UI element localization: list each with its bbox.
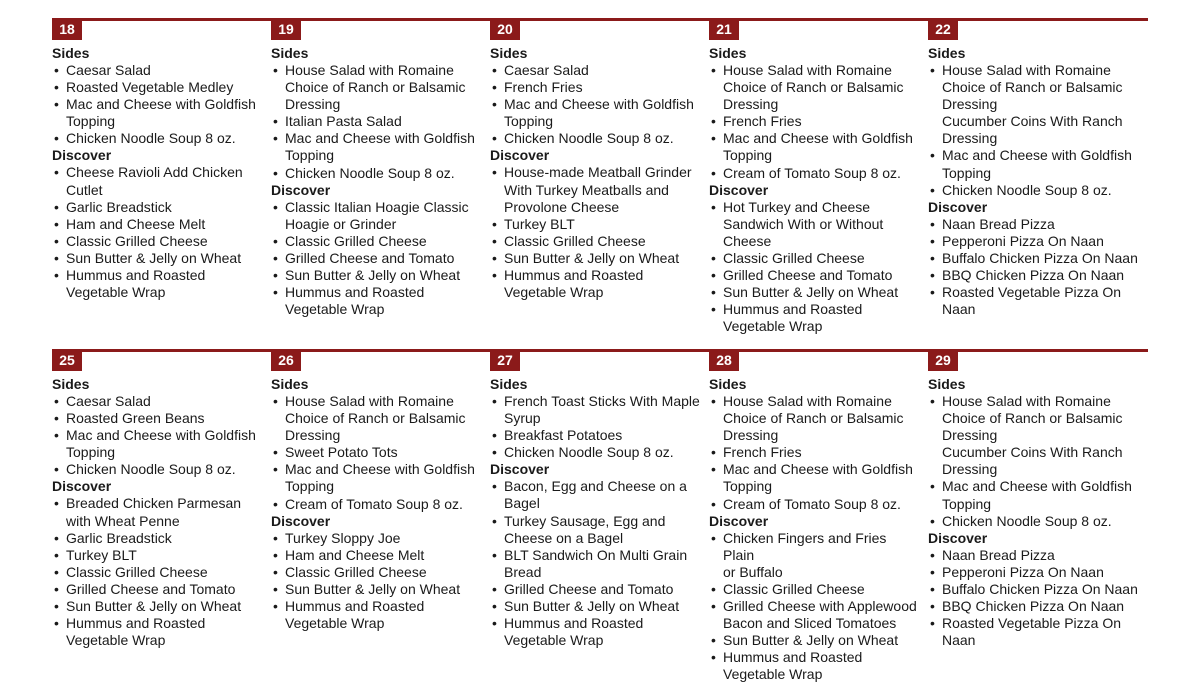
menu-item: • Chicken Noodle Soup 8 oz. <box>52 130 264 147</box>
menu-item: • Sun Butter & Jelly on Wheat <box>490 598 702 615</box>
menu-item: • BBQ Chicken Pizza On Naan <box>928 267 1140 284</box>
menu-item: • Hummus and Roasted Vegetable Wrap <box>271 598 483 632</box>
menu-item: • Mac and Cheese with Goldfish Topping <box>52 427 264 461</box>
discover-heading: Discover <box>490 461 550 478</box>
menu-item: • Chicken Noodle Soup 8 oz. <box>928 182 1140 199</box>
menu-item: • Ham and Cheese Melt <box>52 216 264 233</box>
menu-item: • Grilled Cheese and Tomato <box>271 250 483 267</box>
sides-list <box>490 62 702 147</box>
sides-heading: Sides <box>709 376 747 392</box>
menu-item: • Mac and Cheese with Goldfish Topping <box>271 461 483 495</box>
menu-item: • Caesar Salad <box>52 393 264 410</box>
menu-item: • Chicken Noodle Soup 8 oz. <box>52 461 264 478</box>
date-badge: 28 <box>709 349 739 371</box>
date-badge: 19 <box>271 18 301 40</box>
discover-heading: Discover <box>271 181 331 198</box>
discover-list <box>709 199 921 336</box>
sides-heading: Sides <box>271 45 309 61</box>
menu-item: • Classic Grilled Cheese <box>52 233 264 250</box>
discover-list <box>490 478 702 649</box>
menu-item: • Turkey Sausage, Egg and Cheese on a Bagel <box>490 513 702 547</box>
menu-item: • House Salad with Romaine Choice of Ranch or Balsamic Dressing Cucumber Coins With Ranch Dressing <box>928 393 1140 478</box>
menu-item: • Roasted Vegetable Pizza On Naan <box>928 284 1140 318</box>
menu-item: • Breakfast Potatoes <box>490 427 702 444</box>
menu-item: • Sun Butter & Jelly on Wheat <box>271 267 483 284</box>
menu-item: • House Salad with Romaine Choice of Ranch or Balsamic Dressing Cucumber Coins With Ranch Dressing <box>928 62 1140 147</box>
menu-item: • Turkey BLT <box>490 216 702 233</box>
menu-item: • Cream of Tomato Soup 8 oz. <box>271 496 483 513</box>
menu-item: • Garlic Breadstick <box>52 199 264 216</box>
discover-list <box>928 547 1140 650</box>
menu-item: • Classic Grilled Cheese <box>271 564 483 581</box>
menu-item: • Hummus and Roasted Vegetable Wrap <box>709 301 921 335</box>
menu-item: • French Fries <box>490 79 702 96</box>
sides-list <box>52 62 264 147</box>
menu-item: • Sun Butter & Jelly on Wheat <box>52 250 264 267</box>
menu-item: • House-made Meatball Grinder With Turkey Meatballs and Provolone Cheese <box>490 164 702 215</box>
sides-list <box>709 62 921 182</box>
menu-item: • Garlic Breadstick <box>52 530 264 547</box>
sides-heading: Sides <box>709 45 747 61</box>
date-badge: 20 <box>490 18 520 40</box>
menu-item: • French Toast Sticks With Maple Syrup <box>490 393 702 427</box>
menu-item: • Hummus and Roasted Vegetable Wrap <box>271 284 483 318</box>
menu-item: • French Fries <box>709 113 921 130</box>
menu-item: • Mac and Cheese with Goldfish Topping <box>928 147 1140 181</box>
discover-list <box>490 164 702 301</box>
sides-heading: Sides <box>52 45 90 61</box>
day-column <box>490 349 702 649</box>
sides-list <box>271 393 483 513</box>
menu-item: • Sun Butter & Jelly on Wheat <box>52 598 264 615</box>
menu-item: • Pepperoni Pizza On Naan <box>928 233 1140 250</box>
date-badge: 29 <box>928 349 958 371</box>
menu-item: • Sweet Potato Tots <box>271 444 483 461</box>
sides-list <box>271 62 483 182</box>
discover-list <box>271 199 483 319</box>
menu-item: • Buffalo Chicken Pizza On Naan <box>928 581 1140 598</box>
menu-item: • Mac and Cheese with Goldfish Topping <box>709 461 921 495</box>
menu-item: • Classic Grilled Cheese <box>709 581 921 598</box>
sides-heading: Sides <box>52 376 90 392</box>
sides-heading: Sides <box>271 376 309 392</box>
menu-item: • Sun Butter & Jelly on Wheat <box>490 250 702 267</box>
menu-item: • Roasted Green Beans <box>52 410 264 427</box>
discover-heading: Discover <box>928 529 988 546</box>
menu-item: • Italian Pasta Salad <box>271 113 483 130</box>
discover-list <box>709 530 921 684</box>
sides-heading: Sides <box>928 45 966 61</box>
sides-heading: Sides <box>490 376 528 392</box>
menu-item: • Grilled Cheese and Tomato <box>709 267 921 284</box>
discover-heading: Discover <box>490 147 550 164</box>
menu-item: • Classic Grilled Cheese <box>490 233 702 250</box>
menu-item: • Hot Turkey and Cheese Sandwich With or Without Cheese <box>709 199 921 250</box>
menu-item: • Mac and Cheese with Goldfish Topping <box>490 96 702 130</box>
discover-heading: Discover <box>709 512 769 529</box>
date-badge: 18 <box>52 18 82 40</box>
discover-list <box>928 216 1140 319</box>
day-column <box>52 18 264 301</box>
week-row <box>52 18 1148 348</box>
discover-list <box>271 530 483 633</box>
menu-item: • Caesar Salad <box>52 62 264 79</box>
discover-heading: Discover <box>709 181 769 198</box>
menu-item: • Mac and Cheese with Goldfish Topping <box>709 130 921 164</box>
sides-list <box>928 62 1140 199</box>
date-badge: 21 <box>709 18 739 40</box>
day-column <box>928 349 1140 649</box>
menu-item: • Naan Bread Pizza <box>928 547 1140 564</box>
menu-item: • BLT Sandwich On Multi Grain Bread <box>490 547 702 581</box>
day-column <box>271 18 483 318</box>
menu-item: • Buffalo Chicken Pizza On Naan <box>928 250 1140 267</box>
day-column <box>271 349 483 632</box>
menu-item: • House Salad with Romaine Choice of Ranch or Balsamic Dressing <box>709 62 921 113</box>
menu-item: • Caesar Salad <box>490 62 702 79</box>
menu-item: • Chicken Noodle Soup 8 oz. <box>271 165 483 182</box>
day-column <box>928 18 1140 318</box>
menu-item: • Grilled Cheese and Tomato <box>490 581 702 598</box>
menu-item: • Classic Italian Hoagie Classic Hoagie or Grinder <box>271 199 483 233</box>
menu-item: • Sun Butter & Jelly on Wheat <box>271 581 483 598</box>
menu-item: • Mac and Cheese with Goldfish Topping <box>52 96 264 130</box>
date-badge: 26 <box>271 349 301 371</box>
sides-heading: Sides <box>490 45 528 61</box>
menu-item: • Hummus and Roasted Vegetable Wrap <box>52 615 264 649</box>
date-badge: 22 <box>928 18 958 40</box>
menu-item: • Chicken Fingers and Fries Plain or Buffalo <box>709 530 921 581</box>
menu-item: • Cream of Tomato Soup 8 oz. <box>709 165 921 182</box>
menu-item: • BBQ Chicken Pizza On Naan <box>928 598 1140 615</box>
menu-item: • Grilled Cheese with Applewood Bacon and Sliced Tomatoes <box>709 598 921 632</box>
sides-list <box>490 393 702 461</box>
menu-item: • Roasted Vegetable Pizza On Naan <box>928 615 1140 649</box>
menu-item: • French Fries <box>709 444 921 461</box>
sides-list <box>52 393 264 478</box>
sides-list <box>709 393 921 513</box>
sides-list <box>928 393 1140 530</box>
day-column <box>709 349 921 684</box>
menu-item: • Grilled Cheese and Tomato <box>52 581 264 598</box>
menu-item: • Sun Butter & Jelly on Wheat <box>709 632 921 649</box>
day-column <box>52 349 264 649</box>
menu-item: • Hummus and Roasted Vegetable Wrap <box>490 615 702 649</box>
menu-item: • Turkey BLT <box>52 547 264 564</box>
sides-heading: Sides <box>928 376 966 392</box>
menu-item: • Hummus and Roasted Vegetable Wrap <box>490 267 702 301</box>
discover-list <box>52 164 264 301</box>
date-badge: 25 <box>52 349 82 371</box>
menu-item: • House Salad with Romaine Choice of Ranch or Balsamic Dressing <box>709 393 921 444</box>
menu-item: • Sun Butter & Jelly on Wheat <box>709 284 921 301</box>
menu-item: • Naan Bread Pizza <box>928 216 1140 233</box>
menu-item: • Cheese Ravioli Add Chicken Cutlet <box>52 164 264 198</box>
menu-item: • Chicken Noodle Soup 8 oz. <box>928 513 1140 530</box>
menu-item: • Classic Grilled Cheese <box>709 250 921 267</box>
discover-heading: Discover <box>52 147 112 164</box>
menu-item: • Breaded Chicken Parmesan with Wheat Penne <box>52 495 264 529</box>
menu-item: • House Salad with Romaine Choice of Ranch or Balsamic Dressing <box>271 62 483 113</box>
day-column <box>709 18 921 335</box>
discover-heading: Discover <box>928 198 988 215</box>
menu-item: • Mac and Cheese with Goldfish Topping <box>928 478 1140 512</box>
discover-list <box>52 495 264 649</box>
menu-item: • Hummus and Roasted Vegetable Wrap <box>52 267 264 301</box>
week-row <box>52 349 1148 683</box>
date-badge: 27 <box>490 349 520 371</box>
discover-heading: Discover <box>52 478 112 495</box>
menu-item: • Chicken Noodle Soup 8 oz. <box>490 130 702 147</box>
menu-item: • Classic Grilled Cheese <box>271 233 483 250</box>
menu-item: • Roasted Vegetable Medley <box>52 79 264 96</box>
menu-item: • Pepperoni Pizza On Naan <box>928 564 1140 581</box>
menu-item: • Chicken Noodle Soup 8 oz. <box>490 444 702 461</box>
menu-item: • Mac and Cheese with Goldfish Topping <box>271 130 483 164</box>
menu-item: • Hummus and Roasted Vegetable Wrap <box>709 649 921 683</box>
menu-item: • Bacon, Egg and Cheese on a Bagel <box>490 478 702 512</box>
menu-item: • Cream of Tomato Soup 8 oz. <box>709 496 921 513</box>
day-column <box>490 18 702 301</box>
menu-item: • Ham and Cheese Melt <box>271 547 483 564</box>
menu-item: • Classic Grilled Cheese <box>52 564 264 581</box>
menu-item: • House Salad with Romaine Choice of Ranch or Balsamic Dressing <box>271 393 483 444</box>
discover-heading: Discover <box>271 512 331 529</box>
menu-item: • Turkey Sloppy Joe <box>271 530 483 547</box>
